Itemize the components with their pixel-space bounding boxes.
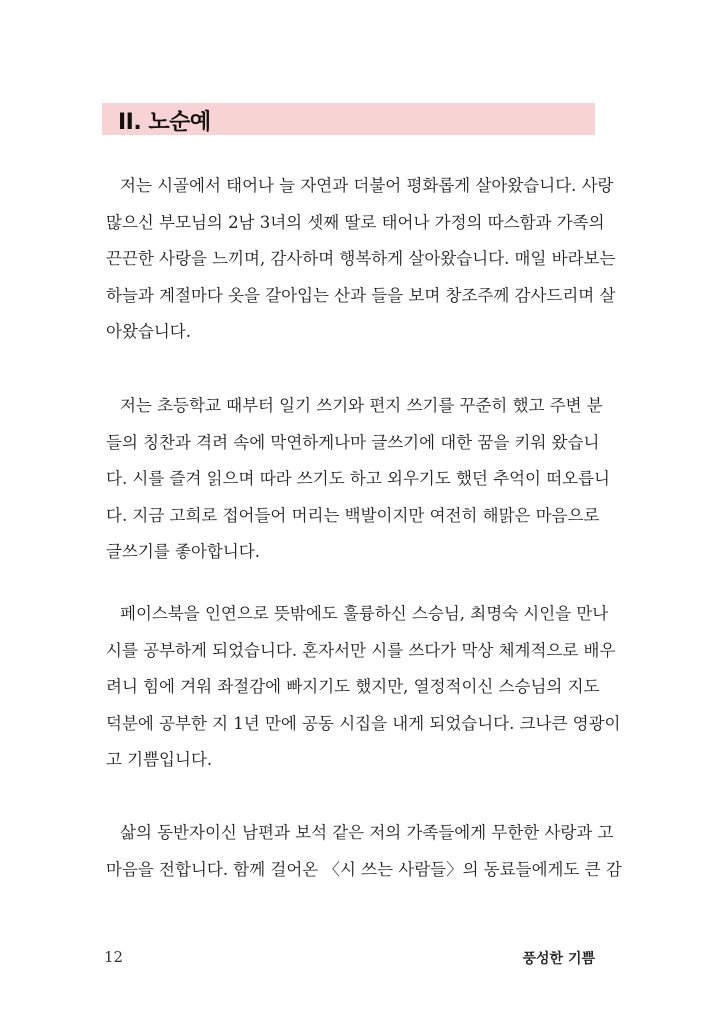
text-line: 아왔습니다.: [106, 322, 191, 342]
text-line: 페이스북을 인연으로 뜻밖에도 훌륭하신 스승님, 최명숙 시인을 만나: [120, 604, 609, 623]
text-line: 마음을 전합니다. 함께 걸어온 〈시 쓰는 사람들〉의 동료들에게도 큰 감: [106, 859, 622, 879]
text-line: 저는 시골에서 태어나 늘 자연과 더불어 평화롭게 살아왔습니다. 사랑: [120, 176, 614, 195]
running-footer-title: 풍성한 기쁨: [522, 951, 595, 967]
text-line: 려니 힘에 겨워 좌절감에 빠지기도 했지만, 열정적이신 스승님의 지도: [106, 677, 600, 697]
text-line: 고 기쁨입니다.: [106, 750, 213, 770]
text-line: 끈끈한 사랑을 느끼며, 감사하며 행복하게 살아왔습니다. 매일 바라보는: [106, 249, 616, 269]
page-number: 12: [104, 948, 124, 966]
paragraph-1: [106, 168, 616, 351]
text-line: 저는 초등학교 때부터 일기 쓰기와 편지 쓰기를 꾸준히 했고 주변 분: [120, 396, 603, 415]
section-heading: II. 노순예: [118, 110, 211, 135]
text-line: 다. 시를 즐겨 읽으며 따라 쓰기도 하고 외우기도 했던 추억이 떠오릅니: [106, 469, 610, 489]
paragraph-4: [106, 815, 622, 888]
text-line: 들의 칭찬과 격려 속에 막연하게나마 글쓰기에 대한 꿈을 키워 왔습니: [106, 432, 600, 452]
text-line: 다. 지금 고희로 접어들어 머리는 백발이지만 여전히 해맑은 마음으로: [106, 505, 600, 525]
text-line: 시를 공부하게 되었습니다. 혼자서만 시를 쓰다가 막상 체계적으로 배우: [106, 640, 616, 660]
text-line: 삶의 동반자이신 남편과 보석 같은 저의 가족들에게 무한한 사랑과 고: [120, 823, 614, 842]
section-heading-band: [102, 103, 595, 135]
paragraph-2: [106, 388, 610, 571]
paragraph-3: [106, 596, 621, 779]
text-line: 글쓰기를 좋아합니다.: [106, 542, 260, 562]
text-line: 덕분에 공부한 지 1년 만에 공동 시집을 내게 되었습니다. 크나큰 영광이: [106, 713, 621, 733]
text-line: 하늘과 계절마다 옷을 갈아입는 산과 들을 보며 창조주께 감사드리며 살: [106, 285, 616, 305]
text-line: 많으신 부모님의 2남 3녀의 셋째 딸로 태어나 가정의 따스함과 가족의: [106, 212, 605, 232]
